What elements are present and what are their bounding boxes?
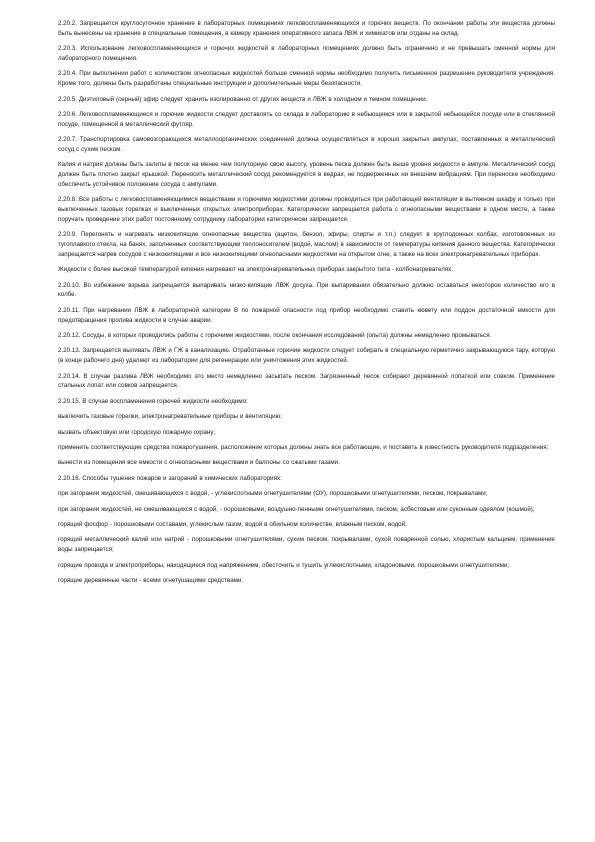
paragraph-2-20-3: 2.20.3. Использование легковоспламеняющихся и горючих жидкостей в лабораторных помещениях должно быть ограничено и не превышать сменной нормы для лабораторного помещения. <box>58 45 555 62</box>
paragraph-2-20-9: 2.20.9. Перегонять и нагревать низкокипящие огнеопасные вещества (ацетон, бензол, эфиры, спирты и т.п.) следует в круглодонных колбах, изготовленных из тугоплавкого стекла, на банях, заполненных соответствующим теплоносителем (водой, маслом) в зависимости от температуры кипения данного вещества. Категорически запрещается нагрев сосудов с низкокипящими и все низкокипящими огнеопасными жидкостями на открытом огне, а также на всех электронагревательных приборах. <box>58 231 555 258</box>
paragraph-2-20-16: 2.20.16. Способы тушения пожаров и загораний в химических лабораториях: <box>58 474 282 482</box>
list-item-call-fire-service: вызвать объектовую или городскую пожарную охрану; <box>58 428 216 436</box>
list-item-wooden-parts: горящие деревянные части - всеми огнетушащими средствами. <box>58 576 244 584</box>
paragraph-2-20-2: 2.20.2. Запрещается круглосуточное хранение в лабораторных помещениях легковоспламеняющихся и горючих веществ. По окончании работы эти вещества должны быть вынесены на хранение в специальные помещения, в камеру хранения оперативного запаса ЛВЖ и химикатов или отданы на склад. <box>58 20 555 37</box>
list-item-water-miscible: при загорании жидкостей, смешивающихся с водой, - углекислотными огнетушителями (ОУ), порошковыми огнетушителями, песком, покрывалами; <box>58 490 488 498</box>
list-item-electrical: горящие провода и электроприборы, находящиеся под напряжением, обесточить и тушить углекислотными, хладоновыми, порошковыми огнетушителями; <box>58 561 510 569</box>
list-item-remove-containers: вынести из помещения все емкости с огнеопасными веществами и баллоны со сжатыми газами. <box>58 459 340 467</box>
paragraph-2-20-15: 2.20.15. В случае воспламенения горючей жидкости необходимо: <box>58 397 248 405</box>
paragraph-2-20-13: 2.20.13. Запрещается выливать ЛВЖ и ГЖ в канализацию. Отработанные горючие жидкости следует собирать в специальную герметично закрывающуюся тару, которую (в конце рабочего дня) удаляют из лаборатории для регенерации или уничтожения этих жидкостей. <box>58 347 555 365</box>
list-item-phosphorus: горящий фосфор - порошковыми составами, углекислым газом, водой в обильном количестве, влажным песком, водой; <box>58 520 407 528</box>
list-item-apply-extinguishers: применить соответствующие средства пожаротушения, расположение которых должны знать все работающие, и поставить в известность руководителя подразделения; <box>58 443 549 451</box>
paragraph-2-20-10: 2.20.10. Во избежание взрыва запрещается выпаривать низко-кипящие ЛВЖ досуха. При выпаривании обязательно должно оставаться некоторое количество его в колбе. <box>58 281 555 299</box>
paragraph-2-20-5: 2.20.5. Диэтиловый (серный) эфир следует хранить изолированно от других веществ и ЛВЖ в холодном и темном помещении. <box>58 95 428 103</box>
paragraph-2-20-12: 2.20.12. Сосуды, в которых проводились работы с горючими жидкостями, после окончания исследований (опыта) должны немедленно промываться. <box>58 332 492 340</box>
list-item-alkali-metals: горящий металлический калий или натрий - порошковыми огнетушителями, сухим песком, покрывалами, сухой поваренной солью, хлористым кальцием, применение воды запрещается; <box>58 536 555 554</box>
paragraph-2-20-7-continued: Калия и натрия должны быть залиты в песок на менее чем полуторную свою высоту, уровень песка должен быть выше уровня жидкости в ампуле. Металлический сосуд должен быть плотно закрыт крышкой. Переносить металлический сосуд рекомендуется в ведрах, не подверженных ни внешним вибрациям. При переноске необходимо обеспечить устойчивое положение сосуда с ампулами. <box>58 161 555 188</box>
paragraph-2-20-4: 2.20.4. При выполнении работ с количеством огнеопасных жидкостей больше сменной нормы необходимо получить письменное разрешение руководителя учреждения. Кроме того, должны быть разработаны специальные инструкции и дополнительные меры безопасности. <box>58 70 555 88</box>
paragraph-2-20-7: 2.20.7. Транспортировка самовозгорающихся металлоорганических соединений должна осуществляться в хорошо закрытых ампулах, поставленных в металлический сосуд с сухим песком. <box>58 136 555 153</box>
paragraph-2-20-14: 2.20.14. В случае разлива ЛВЖ необходимо это место немедленно засыпать песком. Загрязненный песок собирают деревянной лопаткой или совком. Применение стальных лопат или совков запрещается. <box>58 372 555 390</box>
list-item-water-immiscible: при загорании жидкостей, не смешивающихся с водой, - порошковыми, воздушно-пенными огнетушителями, песком, асбестовым или суконным одеялом (кошмой); <box>58 505 535 513</box>
paragraph-2-20-11: 2.20.11. При нагревании ЛВЖ в лабораторной категории В по пожарной опасности под прибор необходимо ставить кювету или поддон достаточной емкости для предотвращения пролива жидкости в случае аварии. <box>58 306 555 324</box>
paragraph-2-20-6: 2.20.6. Легковоспламеняющиеся и горючие жидкости следует доставлять со склада в лабораторию в небьющемся или в закрытой небьющейся посуде или в стеклянной посуде, помещенной в металлический футляр. <box>58 110 555 128</box>
paragraph-2-20-9-note: Жидкости с более высокой температурой кипения нагревают на электронагревательных приборах закрытого типа - колбонагревателях. <box>58 266 453 274</box>
list-item-turn-off: выключить газовые горелки, электронагревательные приборы и вентиляцию; <box>58 413 282 421</box>
paragraph-2-20-8: 2.20.8. Все работы с легковоспламеняющимися веществами и горючими жидкостями должны проводиться при работающей вентиляции в вытяжном шкафу и только при выключенных газовых горелках и выключенных открытых электроприборах. Категорически запрещается работа с огнеопасными веществами в одном месте, а также поручать проведение этих работ постоянному сотруднику лаборатории категорически запрещается. <box>58 196 555 223</box>
